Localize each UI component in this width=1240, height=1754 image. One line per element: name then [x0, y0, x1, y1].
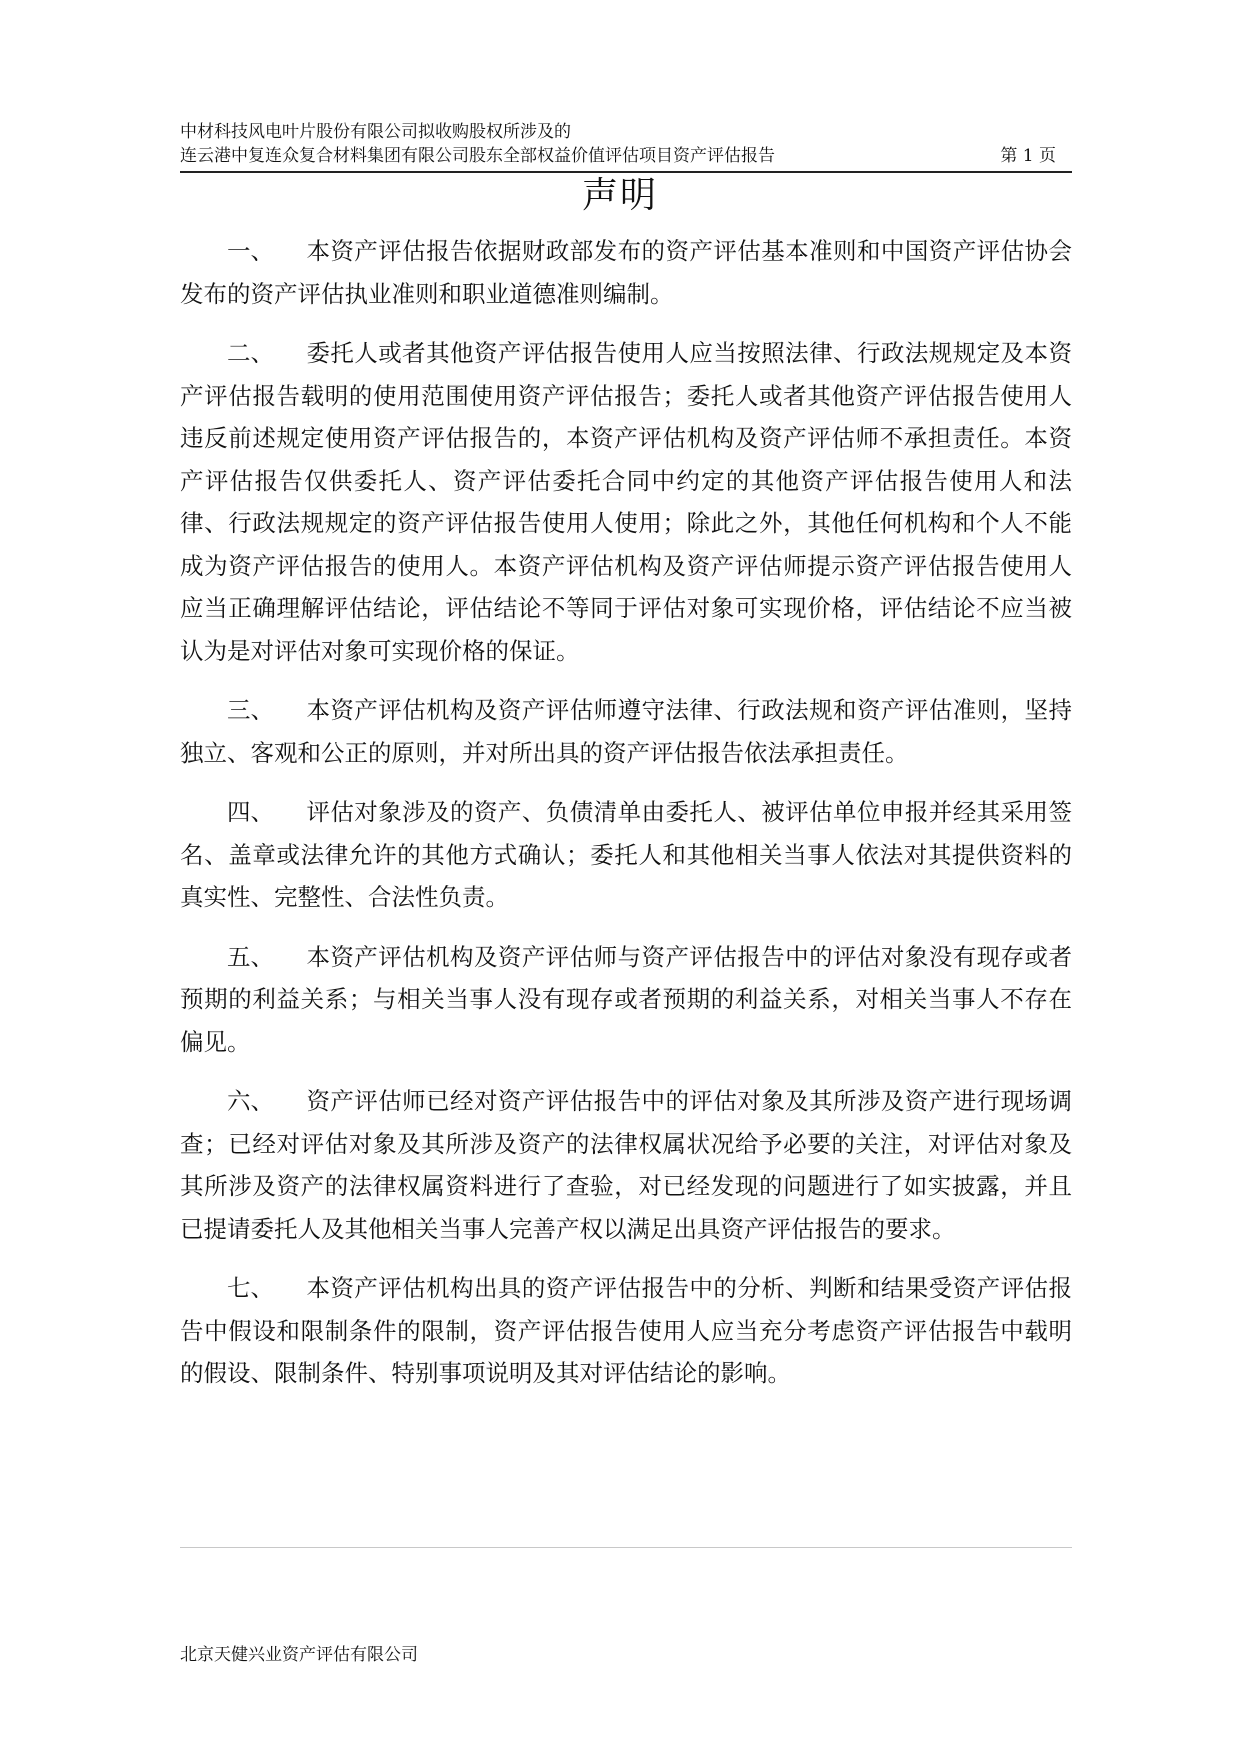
paragraph-text: 本资产评估报告依据财政部发布的资产评估基本准则和中国资产评估协会发布的资产评估执业准则和职业道德准则编制。: [180, 237, 1072, 308]
paragraph-number: 二、: [227, 339, 274, 367]
paragraph-number: 六、: [227, 1087, 274, 1115]
statement-paragraph-2: [180, 332, 1072, 672]
statement-paragraph-3: [180, 689, 1072, 774]
header-line-2: 连云港中复连众复合材料集团有限公司股东全部权益价值评估项目资产评估报告: [180, 146, 775, 166]
header-line-2-row: [180, 144, 1072, 168]
statement-paragraph-7: [180, 1267, 1072, 1395]
header-line-1: 中材科技风电叶片股份有限公司拟收购股权所涉及的: [180, 122, 571, 142]
paragraph-text: 本资产评估机构及资产评估师与资产评估报告中的评估对象没有现存或者预期的利益关系；与相关当事人没有现存或者预期的利益关系，对相关当事人不存在偏见。: [180, 942, 1072, 1056]
footer-divider: [180, 1547, 1072, 1548]
paragraph-text: 本资产评估机构出具的资产评估报告中的分析、判断和结果受资产评估报告中假设和限制条件的限制，资产评估报告使用人应当充分考虑资产评估报告中载明的假设、限制条件、特别事项说明及其对评估结论的影响。: [180, 1274, 1072, 1387]
paragraph-number: 五、: [227, 942, 274, 971]
statement-paragraph-1: [180, 230, 1072, 315]
statement-paragraph-6: [180, 1080, 1072, 1250]
statement-paragraph-4: [180, 791, 1072, 919]
paragraph-number: 三、: [227, 696, 274, 724]
statement-body: [180, 230, 1072, 1412]
page-header: [180, 120, 1072, 173]
paragraph-text: 评估对象涉及的资产、负债清单由委托人、被评估单位申报并经其采用签名、盖章或法律允许的其他方式确认；委托人和其他相关当事人依法对其提供资料的真实性、完整性、合法性负责。: [180, 798, 1072, 911]
paragraph-number: 七、: [227, 1274, 274, 1302]
paragraph-text: 本资产评估机构及资产评估师遵守法律、行政法规和资产评估准则，坚持独立、客观和公正的原则，并对所出具的资产评估报告依法承担责任。: [180, 696, 1072, 767]
paragraph-text: 资产评估师已经对资产评估报告中的评估对象及其所涉及资产进行现场调查；已经对评估对象及其所涉及资产的法律权属状况给予必要的关注，对评估对象及其所涉及资产的法律权属资料进行了查验，对已经发现的问题进行了如实披露，并且已提请委托人及其他相关当事人完善产权以满足出具资产评估报告的要求。: [180, 1087, 1072, 1243]
paragraph-text: 委托人或者其他资产评估报告使用人应当按照法律、行政法规规定及本资产评估报告载明的使用范围使用资产评估报告；委托人或者其他资产评估报告使用人违反前述规定使用资产评估报告的，本资产评估机构及资产评估师不承担责任。本资产评估报告仅供委托人、资产评估委托合同中约定的其他资产评估报告使用人和法律、行政法规规定的资产评估报告使用人使用；除此之外，其他任何机构和个人不能成为资产评估报告的使用人。本资产评估机构及资产评估师提示资产评估报告使用人应当正确理解评估结论，评估结论不等同于评估对象可实现价格，评估结论不应当被认为是对评估对象可实现价格的保证。: [180, 339, 1072, 665]
statement-paragraph-5: [180, 936, 1072, 1064]
page-title: 声明: [581, 175, 658, 216]
paragraph-number: 四、: [227, 798, 274, 826]
page-number: 第 1 页: [1000, 146, 1056, 166]
footer-company-name: 北京天健兴业资产评估有限公司: [180, 1645, 418, 1665]
paragraph-number: 一、: [227, 237, 274, 265]
